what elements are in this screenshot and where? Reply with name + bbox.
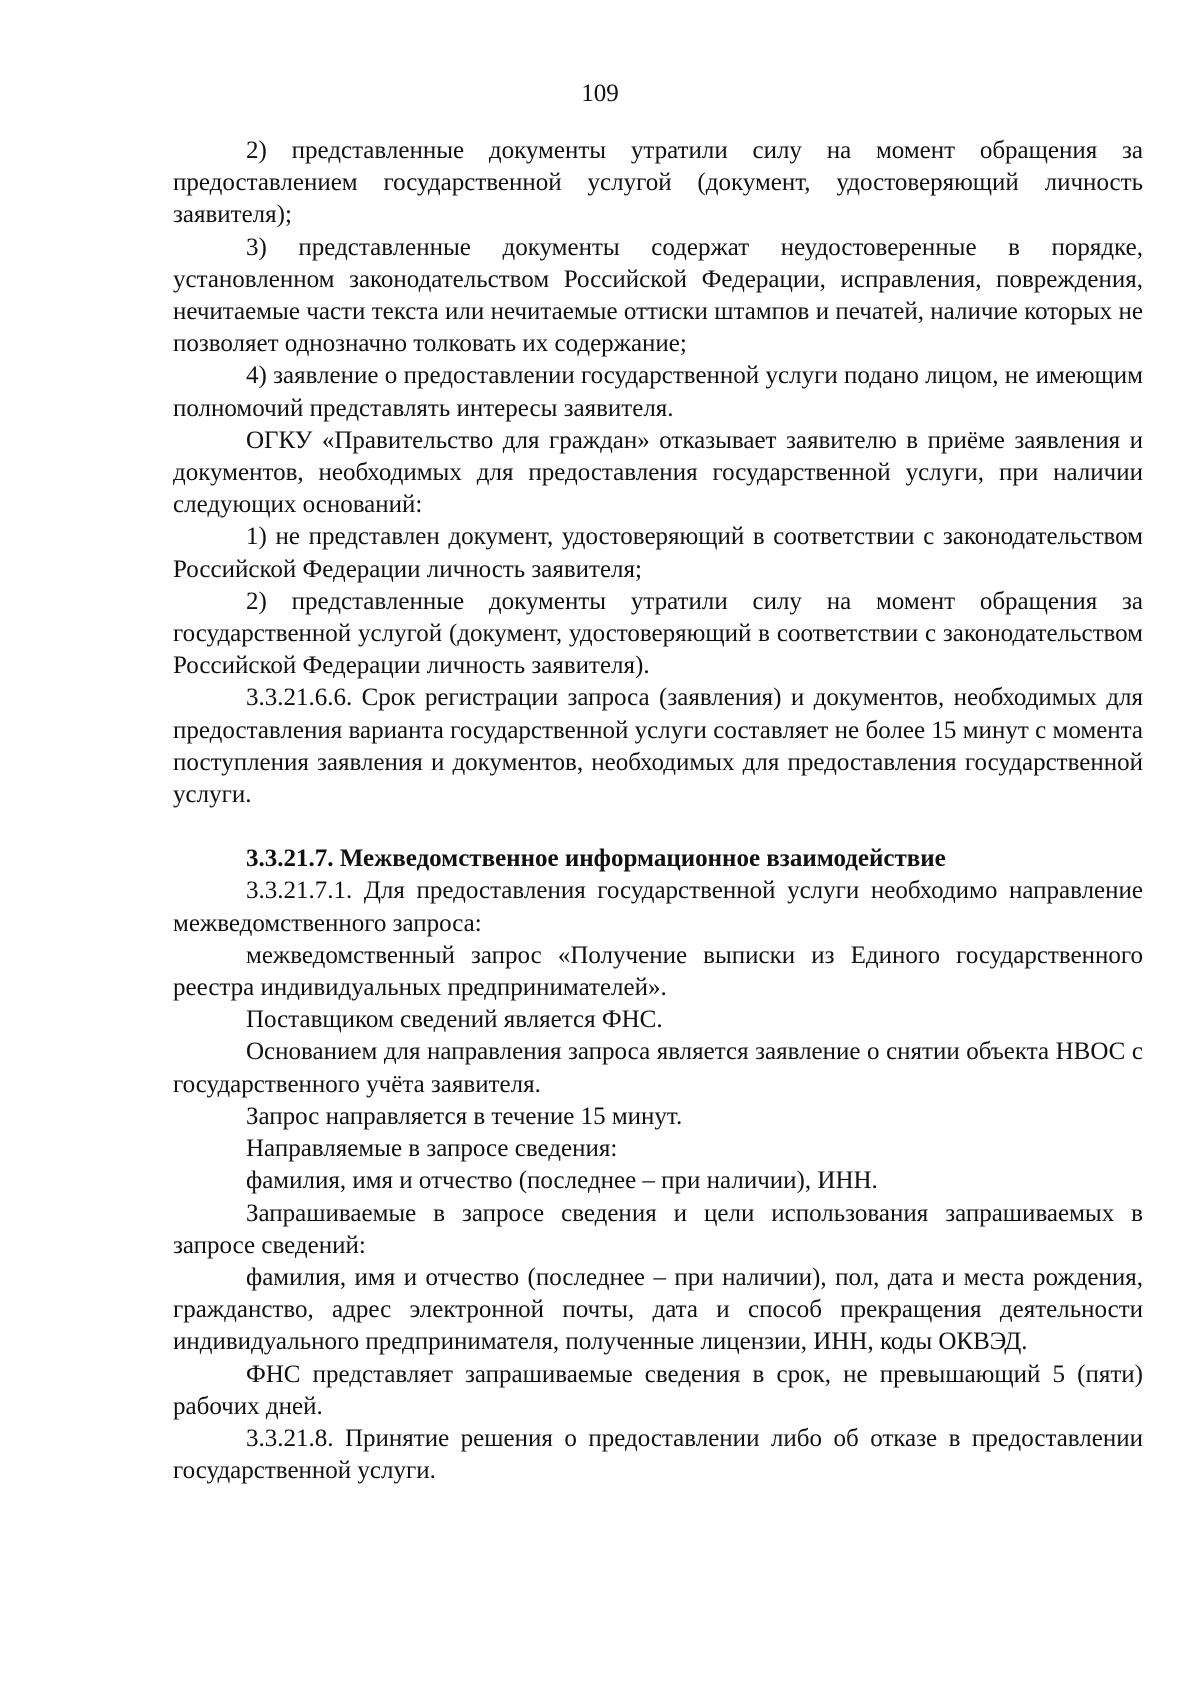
- paragraph-ogku-refusal: ОГКУ «Правительство для граждан» отказывает заявителю в приёме заявления и документов, необходимых для предоставления государственной услуги, при наличии следующих оснований:: [173, 426, 1143, 519]
- paragraph-ogku-reason-1: 1) не представлен документ, удостоверяющий в соответствии с законодательством Российской Федерации личность заявителя;: [173, 523, 1143, 583]
- paragraph-provider: Поставщиком сведений является ФНС.: [246, 1006, 663, 1034]
- paragraph-ogku-reason-2: 2) представленные документы утратили силу на момент обращения за государственной услугой (документ, удостоверяющий в соответствии с законодательством Российской Федерации личность заявителя).: [173, 587, 1143, 680]
- page-number: 109: [581, 80, 619, 107]
- paragraph-request-name: межведомственный запрос «Получение выписки из Единого государственного реестра индивидуальных предпринимателей».: [173, 941, 1143, 1002]
- paragraph-requested-data: фамилия, имя и отчество (последнее – при наличии), пол, дата и места рождения, гражданство, адрес электронной почты, дата и способ прекращения деятельности индивидуального предпринимателя, полученные лицензии, ИНН, коды ОКВЭД.: [173, 1263, 1143, 1356]
- paragraph-refusal-reason-2: 2) представленные документы утратили силу на момент обращения за предоставлением государственной услугой (документ, удостоверяющий личность заявителя);: [173, 137, 1143, 229]
- paragraph-decision: 3.3.21.8. Принятие решения о предоставлении либо об отказе в предоставлении государственной услуги.: [173, 1424, 1143, 1485]
- paragraph-request-basis: Основанием для направления запроса является заявление о снятии объекта НВОС с государственного учёта заявителя.: [173, 1038, 1143, 1098]
- paragraph-refusal-reason-3: 3) представленные документы содержат неудостоверенные в порядке, установленном законодательством Российской Федерации, исправления, повреждения, нечитаемые части текста или нечитаемые оттиски штампов и печатей, наличие которых не позволяет однозначно толковать их содержание;: [173, 233, 1143, 358]
- paragraph-sent-data-label: Направляемые в запросе сведения:: [246, 1135, 618, 1163]
- paragraph-requested-data-label: Запрашиваемые в запросе сведения и цели использования запрашиваемых в запросе сведений:: [173, 1199, 1143, 1259]
- document-body: [173, 135, 1143, 1487]
- section-heading: 3.3.21.7. Межведомственное информационное взаимодействие: [246, 845, 946, 873]
- paragraph-interagency-request: 3.3.21.7.1. Для предоставления государственной услуги необходимо направление межведомственного запроса:: [173, 877, 1143, 937]
- paragraph-registration-term: 3.3.21.6.6. Срок регистрации запроса (заявления) и документов, необходимых для предоставления варианта государственной услуги составляет не более 15 минут с момента поступления заявления и документов, необходимых для предоставления государственной услуги.: [173, 684, 1143, 809]
- paragraph-refusal-reason-4: 4) заявление о предоставлении государственной услуги подано лицом, не имеющим полномочий представлять интересы заявителя.: [173, 362, 1143, 422]
- paragraph-sent-data: фамилия, имя и отчество (последнее – при наличии), ИНН.: [246, 1167, 878, 1195]
- paragraph-fns-term: ФНС представляет запрашиваемые сведения в срок, не превышающий 5 (пяти) рабочих дней.: [173, 1360, 1143, 1420]
- paragraph-request-time: Запрос направляется в течение 15 минут.: [246, 1102, 683, 1130]
